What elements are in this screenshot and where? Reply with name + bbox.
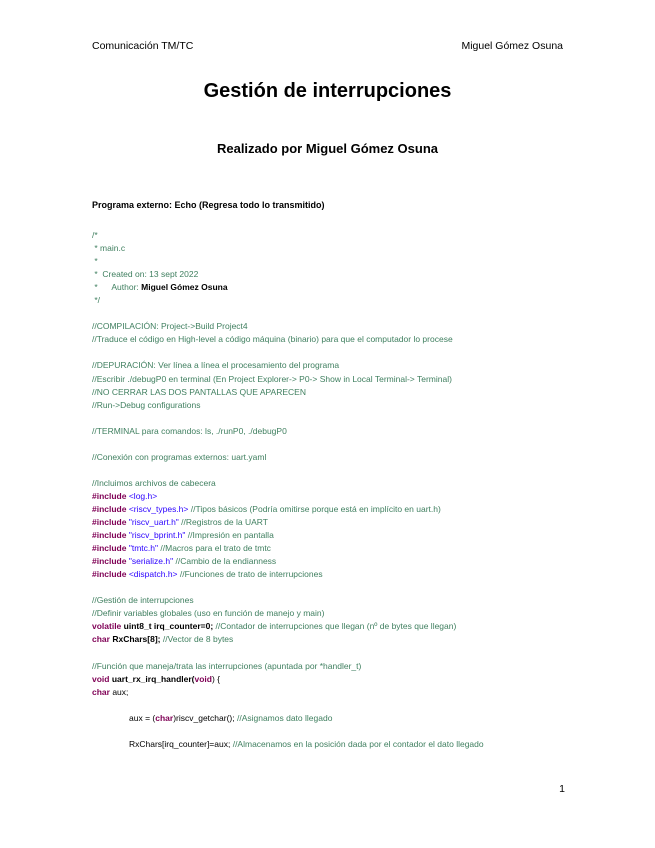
var-decl-line bbox=[92, 633, 572, 646]
code-text: uint8_t irq_counter=0; bbox=[121, 621, 216, 632]
code-text: RxChars[8]; bbox=[109, 634, 163, 645]
include-file: "riscv_bprint.h" bbox=[128, 530, 186, 541]
code-keyword: char bbox=[92, 686, 110, 697]
include-file: <log.h> bbox=[128, 490, 158, 501]
code-blank-line bbox=[92, 647, 572, 660]
include-comment: //Impresión en pantalla bbox=[185, 530, 274, 541]
include-comment: //Tipos básicos (Podría omitirse porque está en implícito en uart.h) bbox=[188, 503, 441, 514]
code-text: uart_rx_irq_handler( bbox=[109, 673, 195, 684]
code-line: //Función que maneja/trata las interrupciones (apuntada por *handler_t) bbox=[92, 660, 362, 671]
func-decl-line bbox=[92, 673, 572, 686]
program-label: Programa externo: Echo (Regresa todo lo transmitido) bbox=[92, 200, 325, 210]
include-file: "riscv_uart.h" bbox=[128, 517, 179, 528]
code-line: * main.c bbox=[92, 243, 126, 254]
code-line: * bbox=[92, 256, 98, 267]
code-blank-line bbox=[92, 412, 572, 425]
code-blank-line bbox=[92, 346, 572, 359]
include-line bbox=[92, 490, 572, 503]
code-keyword: void bbox=[92, 673, 110, 684]
code-line: //Escribir ./debugP0 en terminal (En Project Explorer-> P0-> Show in Local Terminal-> Terminal) bbox=[92, 373, 452, 384]
include-comment: //Funciones de trato de interrupciones bbox=[177, 569, 323, 580]
header-right: Miguel Gómez Osuna bbox=[461, 40, 563, 52]
code-blank-line bbox=[92, 438, 572, 451]
code-blank-line bbox=[92, 581, 572, 594]
include-keyword: #include bbox=[92, 556, 129, 567]
code-line: //Gestión de interrupciones bbox=[92, 595, 194, 606]
code-comment: //Almacenamos en la posición dada por el contador el dato llegado bbox=[232, 738, 484, 749]
code-comment: //Vector de 8 bytes bbox=[162, 634, 234, 645]
code-line: //Incluimos archivos de cabecera bbox=[92, 477, 216, 488]
var-decl-line bbox=[92, 686, 572, 699]
code-keyword: volatile bbox=[92, 621, 122, 632]
code-block bbox=[92, 229, 572, 751]
code-blank-line bbox=[92, 699, 572, 712]
include-line bbox=[92, 503, 572, 516]
code-line: //COMPILACIÓN: Project->Build Project4 bbox=[92, 321, 248, 332]
code-blank-line bbox=[92, 307, 572, 320]
code-comment: //Asignamos dato llegado bbox=[236, 712, 333, 723]
include-keyword: #include bbox=[92, 490, 129, 501]
include-line bbox=[92, 529, 572, 542]
include-file: "serialize.h" bbox=[128, 556, 174, 567]
code-line: * Created on: 13 sept 2022 bbox=[92, 269, 199, 280]
code-keyword: char bbox=[155, 712, 174, 723]
include-comment: //Cambio de la endianness bbox=[173, 556, 277, 567]
code-line: /* bbox=[92, 230, 98, 240]
include-keyword: #include bbox=[92, 543, 129, 554]
code-line: //Conexión con programas externos: uart.yaml bbox=[92, 451, 267, 462]
page-number: 1 bbox=[559, 783, 565, 795]
code-line: //Traduce el código en High-level a código máquina (binario) para que el computador lo procese bbox=[92, 334, 453, 345]
code-text: ) { bbox=[212, 673, 221, 684]
code-comment: //Contador de interrupciones que llegan (nº de bytes que llegan) bbox=[215, 621, 457, 632]
code-keyword: char bbox=[92, 634, 110, 645]
code-line bbox=[92, 281, 572, 294]
include-line bbox=[92, 516, 572, 529]
include-keyword: #include bbox=[92, 530, 129, 541]
code-line: //TERMINAL para comandos: ls, ./runP0, ./debugP0 bbox=[92, 425, 287, 436]
code-text: RxChars[irq_counter]=aux; bbox=[129, 738, 233, 749]
document-subtitle: Realizado por Miguel Gómez Osuna bbox=[216, 141, 439, 156]
code-text: aux = ( bbox=[129, 712, 156, 723]
include-file: <riscv_types.h> bbox=[128, 503, 189, 514]
assign-line bbox=[92, 712, 572, 725]
code-comment: * Author: bbox=[92, 282, 142, 293]
code-keyword: void bbox=[194, 673, 212, 684]
include-keyword: #include bbox=[92, 517, 129, 528]
include-line bbox=[92, 568, 572, 581]
assign-line bbox=[92, 738, 572, 751]
include-comment: //Registros de la UART bbox=[178, 517, 268, 528]
include-comment: //Macros para el trato de tmtc bbox=[158, 543, 271, 554]
header-left: Comunicación TM/TC bbox=[92, 40, 194, 52]
code-line: */ bbox=[92, 295, 101, 306]
code-line: //Run->Debug configurations bbox=[92, 399, 201, 410]
include-keyword: #include bbox=[92, 569, 129, 580]
code-text: )riscv_getchar(); bbox=[173, 712, 237, 723]
include-keyword: #include bbox=[92, 503, 129, 514]
code-blank-line bbox=[92, 725, 572, 738]
include-file: <dispatch.h> bbox=[128, 569, 178, 580]
include-line bbox=[92, 555, 572, 568]
include-file: "tmtc.h" bbox=[128, 543, 159, 554]
code-line: //DEPURACIÓN: Ver línea a línea el procesamiento del programa bbox=[92, 360, 340, 371]
code-line: //Definir variables globales (uso en función de manejo y main) bbox=[92, 608, 325, 619]
code-text: aux; bbox=[109, 686, 129, 697]
code-blank-line bbox=[92, 464, 572, 477]
var-decl-line bbox=[92, 620, 572, 633]
code-line: //NO CERRAR LAS DOS PANTALLAS QUE APARECEN bbox=[92, 386, 306, 397]
document-title: Gestión de interrupciones bbox=[203, 80, 452, 102]
code-author: Miguel Gómez Osuna bbox=[141, 282, 228, 293]
include-line bbox=[92, 542, 572, 555]
